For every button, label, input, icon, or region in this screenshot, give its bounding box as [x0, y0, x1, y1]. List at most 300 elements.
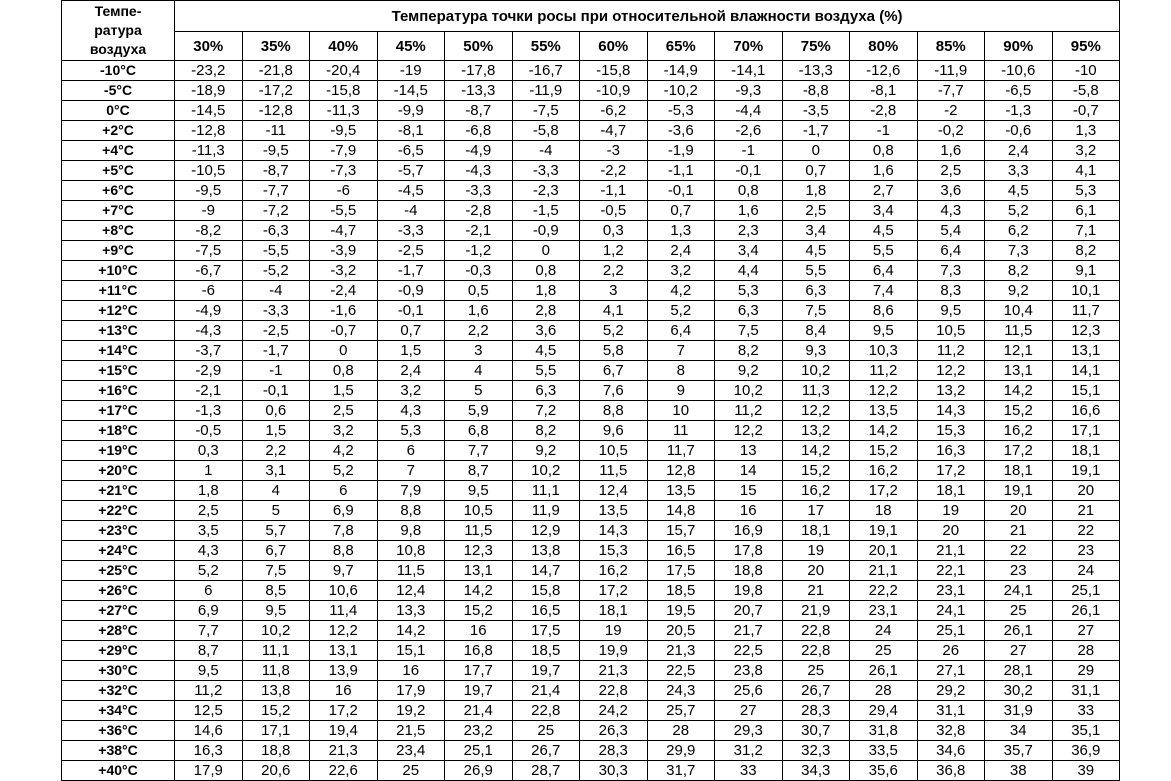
dew-point-cell: 8,8 [377, 501, 445, 521]
dew-point-cell: -2,1 [445, 221, 513, 241]
dew-point-cell: 2,4 [377, 361, 445, 381]
dew-point-cell: 6,1 [1052, 201, 1120, 221]
dew-point-cell: -15,8 [580, 61, 648, 81]
dew-point-cell: 7,5 [242, 561, 310, 581]
dew-point-cell: 4,2 [310, 441, 378, 461]
dew-point-cell: 24,1 [917, 601, 985, 621]
dew-point-cell: 3,3 [985, 161, 1053, 181]
dew-point-cell: 19,7 [445, 681, 513, 701]
table-row [62, 61, 1120, 81]
dew-point-cell: 2,5 [917, 161, 985, 181]
dew-point-cell: 12,2 [782, 401, 850, 421]
dew-point-cell: 3,6 [512, 321, 580, 341]
dew-point-cell: 12,4 [377, 581, 445, 601]
dew-point-cell: -2,8 [850, 101, 918, 121]
dew-point-cell: 21 [1052, 501, 1120, 521]
dew-point-cell: 21 [985, 521, 1053, 541]
dew-point-cell: 15,8 [512, 581, 580, 601]
table-row [62, 701, 1120, 721]
dew-point-cell: 14 [715, 461, 783, 481]
table-row [62, 761, 1120, 781]
table-row [62, 181, 1120, 201]
dew-point-cell: 25 [850, 641, 918, 661]
dew-point-cell: 12,5 [175, 701, 243, 721]
dew-point-cell: 26,7 [782, 681, 850, 701]
dew-point-cell: -3,3 [445, 181, 513, 201]
dew-point-cell: 14,2 [850, 421, 918, 441]
dew-point-cell: -9,5 [310, 121, 378, 141]
table-row [62, 241, 1120, 261]
dew-point-cell: 18,5 [512, 641, 580, 661]
dew-point-cell: 20,1 [850, 541, 918, 561]
dew-point-cell: 1,5 [242, 421, 310, 441]
dew-point-cell: 16,2 [580, 561, 648, 581]
dew-point-cell: -23,2 [175, 61, 243, 81]
dew-point-cell: -18,9 [175, 81, 243, 101]
dew-point-cell: 21 [782, 581, 850, 601]
dew-point-cell: 20,7 [715, 601, 783, 621]
dew-point-cell: -1 [715, 141, 783, 161]
dew-point-cell: 4,5 [985, 181, 1053, 201]
dew-point-cell: 16 [377, 661, 445, 681]
dew-point-cell: 28,1 [985, 661, 1053, 681]
air-temperature-cell: +36°C [62, 721, 175, 741]
dew-point-cell: 13,1 [310, 641, 378, 661]
dew-point-cell: 14,1 [1052, 361, 1120, 381]
dew-point-cell: -1,6 [310, 301, 378, 321]
table-header [62, 1, 1120, 61]
dew-point-cell: 8 [647, 361, 715, 381]
dew-point-cell: -7,5 [512, 101, 580, 121]
dew-point-cell: 15,2 [242, 701, 310, 721]
dew-point-cell: -6,5 [985, 81, 1053, 101]
dew-point-cell: 6 [175, 581, 243, 601]
air-temperature-cell: +19°C [62, 441, 175, 461]
dew-point-cell: -11,9 [917, 61, 985, 81]
dew-point-cell: -8,8 [782, 81, 850, 101]
dew-point-table [61, 0, 1120, 781]
dew-point-cell: 5,5 [850, 241, 918, 261]
table-row [62, 481, 1120, 501]
table-row [62, 421, 1120, 441]
dew-point-cell: -0,6 [985, 121, 1053, 141]
dew-point-cell: 17,2 [850, 481, 918, 501]
dew-point-cell: -2,2 [580, 161, 648, 181]
dew-point-cell: 11 [647, 421, 715, 441]
table-row [62, 741, 1120, 761]
dew-point-cell: -0,5 [580, 201, 648, 221]
dew-point-cell: 4,3 [917, 201, 985, 221]
dew-point-cell: -14,1 [715, 61, 783, 81]
dew-point-cell: -4,7 [580, 121, 648, 141]
dew-point-cell: 13,9 [310, 661, 378, 681]
dew-point-cell: 12,3 [445, 541, 513, 561]
table-row [62, 561, 1120, 581]
dew-point-cell: 1,8 [512, 281, 580, 301]
dew-point-cell: 17,1 [242, 721, 310, 741]
air-temperature-cell: +32°C [62, 681, 175, 701]
dew-point-cell: 2,2 [580, 261, 648, 281]
dew-point-cell: -8,2 [175, 221, 243, 241]
dew-point-cell: 25 [985, 601, 1053, 621]
dew-point-cell: 3,2 [377, 381, 445, 401]
dew-point-cell: 16,2 [850, 461, 918, 481]
dew-point-cell: 21,3 [310, 741, 378, 761]
dew-point-cell: -0,1 [715, 161, 783, 181]
dew-point-cell: 16,2 [985, 421, 1053, 441]
dew-point-cell: 19 [917, 501, 985, 521]
dew-point-cell: 16,6 [1052, 401, 1120, 421]
dew-point-cell: -2,1 [175, 381, 243, 401]
dew-point-cell: -4,3 [445, 161, 513, 181]
dew-point-cell: 25,7 [647, 701, 715, 721]
dew-point-cell: 0,7 [377, 321, 445, 341]
table-row [62, 681, 1120, 701]
dew-point-cell: 11,2 [175, 681, 243, 701]
dew-point-cell: -4,7 [310, 221, 378, 241]
dew-point-cell: -6,8 [445, 121, 513, 141]
table-row [62, 581, 1120, 601]
dew-point-cell: 9,5 [242, 601, 310, 621]
dew-point-cell: 13,5 [647, 481, 715, 501]
dew-point-cell: 12,8 [647, 461, 715, 481]
dew-point-cell: 5,5 [782, 261, 850, 281]
dew-point-cell: 15,2 [782, 461, 850, 481]
dew-point-cell: 26,1 [850, 661, 918, 681]
dew-point-cell: 3,2 [647, 261, 715, 281]
dew-point-cell: 24 [850, 621, 918, 641]
dew-point-cell: 10,5 [445, 501, 513, 521]
dew-point-cell: -9,3 [715, 81, 783, 101]
air-temperature-cell: +22°C [62, 501, 175, 521]
dew-point-cell: 22,1 [917, 561, 985, 581]
dew-point-cell: -2,9 [175, 361, 243, 381]
air-temperature-cell: +13°C [62, 321, 175, 341]
dew-point-cell: 1,8 [782, 181, 850, 201]
air-temperature-cell: +18°C [62, 421, 175, 441]
dew-point-cell: 1,3 [1052, 121, 1120, 141]
dew-point-cell: 11,2 [715, 401, 783, 421]
dew-point-cell: -9 [175, 201, 243, 221]
dew-point-cell: -0,9 [377, 281, 445, 301]
air-temperature-cell: +7°C [62, 201, 175, 221]
dew-point-cell: -1,9 [647, 141, 715, 161]
dew-point-cell: -2 [917, 101, 985, 121]
dew-point-cell: 28 [647, 721, 715, 741]
dew-point-cell: 24,3 [647, 681, 715, 701]
humidity-column-header: 60% [580, 32, 648, 61]
dew-point-cell: -0,5 [175, 421, 243, 441]
dew-point-cell: 3,2 [310, 421, 378, 441]
dew-point-cell: -7,5 [175, 241, 243, 261]
dew-point-cell: 25,1 [1052, 581, 1120, 601]
dew-point-cell: 28,3 [782, 701, 850, 721]
dew-point-cell: 3 [580, 281, 648, 301]
dew-point-cell: 12,4 [580, 481, 648, 501]
dew-point-cell: 26 [917, 641, 985, 661]
dew-point-cell: 6,9 [310, 501, 378, 521]
dew-point-cell: -1,1 [580, 181, 648, 201]
dew-point-cell: 19,2 [377, 701, 445, 721]
dew-point-cell: 12,2 [310, 621, 378, 641]
dew-point-cell: 20 [782, 561, 850, 581]
dew-point-cell: 18,8 [242, 741, 310, 761]
dew-point-cell: 23 [985, 561, 1053, 581]
dew-point-cell: -6,7 [175, 261, 243, 281]
dew-point-cell: 9,8 [377, 521, 445, 541]
dew-point-cell: 17,2 [310, 701, 378, 721]
air-temperature-cell: +9°C [62, 241, 175, 261]
dew-point-cell: 14,2 [782, 441, 850, 461]
dew-point-cell: 2,4 [985, 141, 1053, 161]
dew-point-cell: 7 [377, 461, 445, 481]
dew-point-cell: 7 [647, 341, 715, 361]
dew-point-cell: 16,5 [647, 541, 715, 561]
dew-point-cell: 13,5 [850, 401, 918, 421]
dew-point-cell: 3 [445, 341, 513, 361]
dew-point-cell: -10,5 [175, 161, 243, 181]
air-temperature-cell: +11°C [62, 281, 175, 301]
dew-point-cell: 35,7 [985, 741, 1053, 761]
dew-point-cell: -4 [512, 141, 580, 161]
dew-point-cell: 8,3 [917, 281, 985, 301]
dew-point-cell: 4,5 [782, 241, 850, 261]
dew-point-cell: 11,5 [377, 561, 445, 581]
dew-point-cell: 33 [715, 761, 783, 781]
dew-point-cell: 21,4 [445, 701, 513, 721]
dew-point-cell: -12,6 [850, 61, 918, 81]
dew-point-cell: 30,7 [782, 721, 850, 741]
dew-point-cell: 9,1 [1052, 261, 1120, 281]
air-temperature-cell: +23°C [62, 521, 175, 541]
dew-point-cell: -1,5 [512, 201, 580, 221]
dew-point-cell: 22,6 [310, 761, 378, 781]
air-temperature-cell: +17°C [62, 401, 175, 421]
dew-point-cell: 22 [985, 541, 1053, 561]
air-temperature-cell: +27°C [62, 601, 175, 621]
dew-point-cell: 12,2 [917, 361, 985, 381]
dew-point-cell: 31,1 [1052, 681, 1120, 701]
dew-point-cell: -1 [850, 121, 918, 141]
dew-point-cell: 7,9 [377, 481, 445, 501]
dew-point-cell: -10,9 [580, 81, 648, 101]
dew-point-cell: 6,4 [917, 241, 985, 261]
dew-point-cell: -10,2 [647, 81, 715, 101]
dew-point-cell: 6,3 [715, 301, 783, 321]
dew-point-cell: 39 [1052, 761, 1120, 781]
dew-point-cell: 29,2 [917, 681, 985, 701]
air-temperature-cell: 0°C [62, 101, 175, 121]
humidity-column-header: 45% [377, 32, 445, 61]
dew-point-cell: 5 [242, 501, 310, 521]
dew-point-cell: 7,3 [985, 241, 1053, 261]
dew-point-cell: 14,7 [512, 561, 580, 581]
dew-point-cell: 22,8 [580, 681, 648, 701]
dew-point-cell: 0,8 [512, 261, 580, 281]
dew-point-cell: 19,4 [310, 721, 378, 741]
dew-point-cell: 9 [647, 381, 715, 401]
dew-point-cell: 13,2 [782, 421, 850, 441]
dew-point-cell: 33,5 [850, 741, 918, 761]
dew-point-group-header: Температура точки росы при относительной влажности воздуха (%) [175, 1, 1120, 32]
dew-point-cell: 5,2 [985, 201, 1053, 221]
dew-point-cell: 11,7 [647, 441, 715, 461]
dew-point-cell: 5,2 [175, 561, 243, 581]
air-temperature-cell: +21°C [62, 481, 175, 501]
dew-point-cell: -12,8 [242, 101, 310, 121]
dew-point-cell: 17,5 [512, 621, 580, 641]
dew-point-cell: 9,6 [580, 421, 648, 441]
dew-point-cell: 0 [512, 241, 580, 261]
dew-point-cell: -0,9 [512, 221, 580, 241]
dew-point-cell: 2,4 [647, 241, 715, 261]
dew-point-cell: -6,3 [242, 221, 310, 241]
dew-point-cell: 1 [175, 461, 243, 481]
dew-point-cell: 7,3 [917, 261, 985, 281]
dew-point-cell: 2,2 [445, 321, 513, 341]
dew-point-cell: 24,1 [985, 581, 1053, 601]
dew-point-cell: 9,2 [715, 361, 783, 381]
dew-point-cell: 34,6 [917, 741, 985, 761]
dew-point-cell: 9,7 [310, 561, 378, 581]
corner-header-line: ратура [94, 22, 142, 38]
humidity-column-header: 95% [1052, 32, 1120, 61]
dew-point-cell: -8,7 [445, 101, 513, 121]
dew-point-cell: 21,3 [580, 661, 648, 681]
dew-point-cell: 1,8 [175, 481, 243, 501]
dew-point-cell: 10 [647, 401, 715, 421]
dew-point-cell: 3,4 [850, 201, 918, 221]
dew-point-cell: -17,8 [445, 61, 513, 81]
dew-point-cell: 8,2 [715, 341, 783, 361]
dew-point-cell: 11,3 [782, 381, 850, 401]
dew-point-cell: 5,2 [580, 321, 648, 341]
dew-point-cell: 4,1 [1052, 161, 1120, 181]
dew-point-cell: 8,2 [1052, 241, 1120, 261]
dew-point-cell: 0,8 [850, 141, 918, 161]
dew-point-cell: -4,4 [715, 101, 783, 121]
humidity-column-header: 50% [445, 32, 513, 61]
dew-point-cell: 1,3 [647, 221, 715, 241]
dew-point-cell: 21,5 [377, 721, 445, 741]
dew-point-cell: 29,4 [850, 701, 918, 721]
dew-point-cell: 15,2 [850, 441, 918, 461]
dew-point-cell: 17,7 [445, 661, 513, 681]
dew-point-cell: 18,5 [647, 581, 715, 601]
dew-point-cell: 19 [782, 541, 850, 561]
dew-point-cell: 19,1 [1052, 461, 1120, 481]
dew-point-cell: 11,1 [242, 641, 310, 661]
dew-point-cell: 9,5 [850, 321, 918, 341]
dew-point-cell: -4,5 [377, 181, 445, 201]
air-temperature-cell: +8°C [62, 221, 175, 241]
dew-point-cell: 6,7 [242, 541, 310, 561]
dew-point-cell: 1,5 [377, 341, 445, 361]
dew-point-cell: -1,7 [242, 341, 310, 361]
air-temperature-cell: +38°C [62, 741, 175, 761]
dew-point-cell: 11,5 [445, 521, 513, 541]
corner-header-line: воздуха [89, 41, 147, 57]
dew-point-cell: 9,3 [782, 341, 850, 361]
dew-point-cell: -17,2 [242, 81, 310, 101]
table-row [62, 601, 1120, 621]
air-temperature-cell: +10°C [62, 261, 175, 281]
table-row [62, 361, 1120, 381]
dew-point-cell: -20,4 [310, 61, 378, 81]
dew-point-cell: -2,8 [445, 201, 513, 221]
dew-point-cell: -11,9 [512, 81, 580, 101]
dew-point-cell: 27 [985, 641, 1053, 661]
dew-point-cell: 14,2 [445, 581, 513, 601]
dew-point-cell: 17,1 [1052, 421, 1120, 441]
dew-point-cell: 8,7 [445, 461, 513, 481]
table-row [62, 341, 1120, 361]
dew-point-cell: 2,7 [850, 181, 918, 201]
dew-point-cell: 7,7 [175, 621, 243, 641]
dew-point-cell: 8,4 [782, 321, 850, 341]
air-temperature-cell: +2°C [62, 121, 175, 141]
dew-point-cell: 13,8 [512, 541, 580, 561]
dew-point-cell: -5,3 [647, 101, 715, 121]
dew-point-cell: 19,9 [580, 641, 648, 661]
dew-point-cell: 3,2 [1052, 141, 1120, 161]
dew-point-cell: -0,7 [1052, 101, 1120, 121]
dew-point-cell: 15,3 [580, 541, 648, 561]
dew-point-cell: -10,6 [985, 61, 1053, 81]
air-temperature-cell: +34°C [62, 701, 175, 721]
dew-point-cell: 14,2 [377, 621, 445, 641]
dew-point-cell: 29,9 [647, 741, 715, 761]
humidity-column-header: 65% [647, 32, 715, 61]
dew-point-cell: 24,2 [580, 701, 648, 721]
dew-point-cell: 31,2 [715, 741, 783, 761]
dew-point-cell: -4,3 [175, 321, 243, 341]
dew-point-cell: 31,1 [917, 701, 985, 721]
dew-point-cell: 8,2 [985, 261, 1053, 281]
dew-point-cell: 27 [1052, 621, 1120, 641]
dew-point-cell: 18 [850, 501, 918, 521]
dew-point-cell: 8,8 [310, 541, 378, 561]
dew-point-cell: -1,3 [985, 101, 1053, 121]
air-temperature-cell: +25°C [62, 561, 175, 581]
dew-point-cell: 17,5 [647, 561, 715, 581]
dew-point-cell: -0,7 [310, 321, 378, 341]
dew-point-cell: 25,6 [715, 681, 783, 701]
dew-point-cell: 5,3 [1052, 181, 1120, 201]
dew-point-cell: -7,7 [242, 181, 310, 201]
dew-point-cell: -0,1 [377, 301, 445, 321]
dew-point-cell: 11,7 [1052, 301, 1120, 321]
dew-point-cell: 23,4 [377, 741, 445, 761]
dew-point-cell: 2,5 [782, 201, 850, 221]
dew-point-cell: 3,4 [715, 241, 783, 261]
dew-point-cell: 0 [782, 141, 850, 161]
dew-point-cell: 17,2 [917, 461, 985, 481]
dew-point-cell: 16,3 [917, 441, 985, 461]
dew-point-cell: -7,7 [917, 81, 985, 101]
dew-point-cell: -3 [580, 141, 648, 161]
dew-point-cell: 3,5 [175, 521, 243, 541]
dew-point-cell: -1,1 [647, 161, 715, 181]
dew-point-cell: 4,3 [175, 541, 243, 561]
dew-point-cell: 17,2 [985, 441, 1053, 461]
dew-point-cell: 10,8 [377, 541, 445, 561]
dew-point-cell: 34,3 [782, 761, 850, 781]
dew-point-cell: -7,9 [310, 141, 378, 161]
dew-point-cell: 17,8 [715, 541, 783, 561]
dew-point-cell: 18,1 [1052, 441, 1120, 461]
dew-point-cell: 8,6 [850, 301, 918, 321]
